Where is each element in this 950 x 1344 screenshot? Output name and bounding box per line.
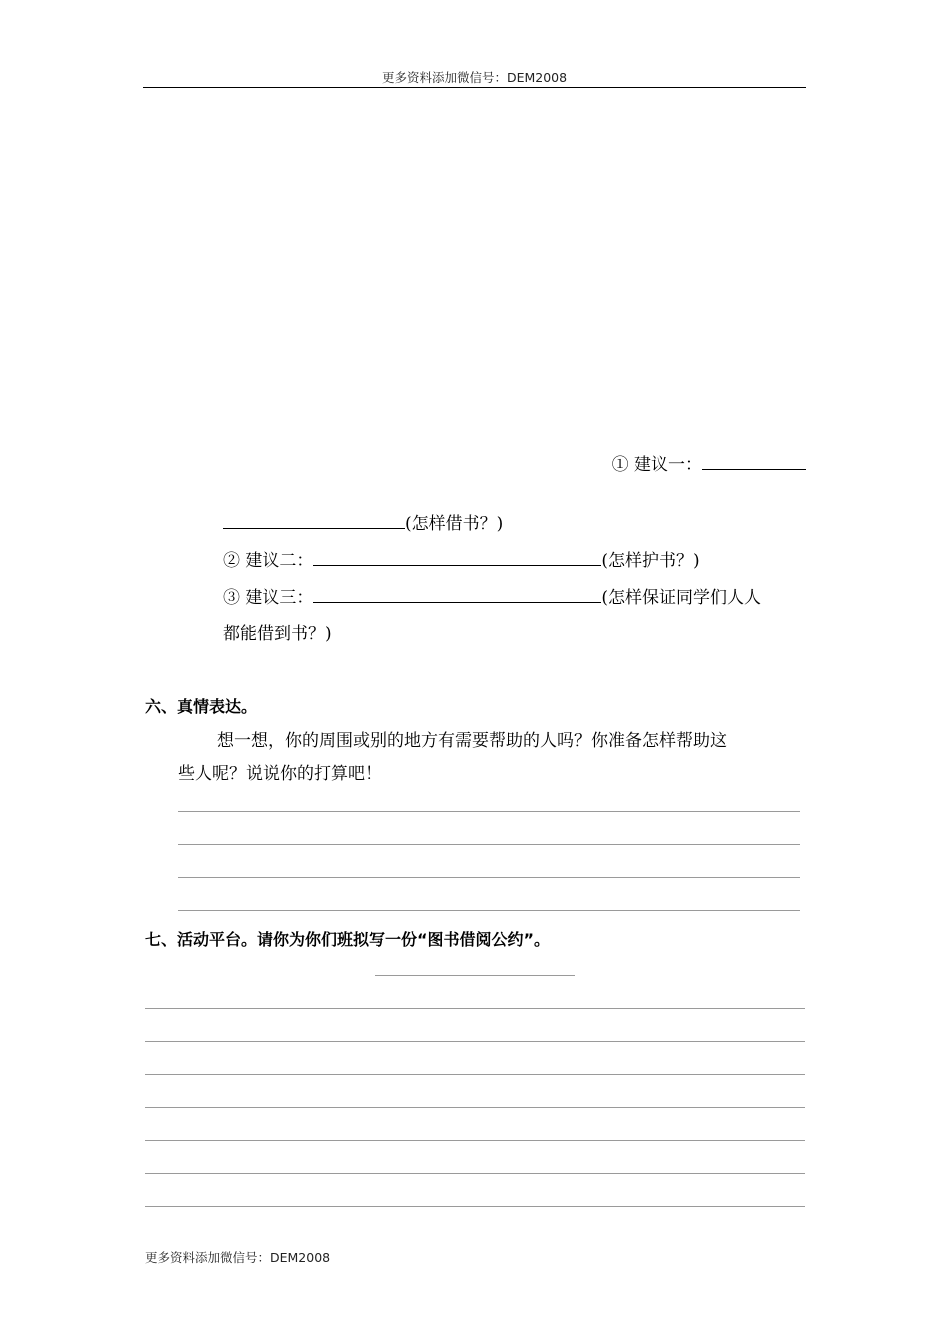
suggestion-1-continuation [223,511,503,536]
page-footer: 更多资料添加微信号：DEM2008 [145,1250,331,1265]
suggestion-2-label: ② 建议二： [223,551,314,571]
section-7-answer-line[interactable] [145,1107,805,1108]
section-7-title-line[interactable] [375,975,575,976]
section-7-answer-line[interactable] [145,1041,805,1042]
section-6-prompt-line-2: 些人呢？说说你的打算吧！ [178,764,382,784]
suggestion-1-line [612,452,806,477]
section-6-answer-line[interactable] [178,844,800,845]
suggestion-1-hint: (怎样借书？) [405,514,504,534]
suggestion-2-line [223,548,700,573]
suggestion-3-label: ③ 建议三： [223,588,314,608]
section-6-title: 六、真情表达。 [145,697,258,716]
section-7-answer-line[interactable] [145,1074,805,1075]
section-7-answer-line[interactable] [145,1008,805,1009]
suggestion-2-hint: (怎样护书？) [601,551,700,571]
suggestion-3-line [223,585,806,610]
section-7-answer-line[interactable] [145,1140,805,1141]
suggestion-1-label: ① 建议一： [611,455,702,475]
suggestion-1-blank[interactable] [702,452,806,470]
section-7-answer-line[interactable] [145,1206,805,1207]
suggestion-3-hint-continuation: 都能借到书？) [223,624,332,644]
suggestion-1-blank-cont[interactable] [223,511,405,529]
section-6-answer-line[interactable] [178,910,800,911]
suggestion-3-hint: (怎样保证同学们人人 [601,588,762,608]
section-7-answer-line[interactable] [145,1173,805,1174]
page-header: 更多资料添加微信号：DEM2008 [381,70,568,85]
suggestion-3-blank[interactable] [313,585,601,603]
suggestion-2-blank[interactable] [313,548,601,566]
section-6-answer-line[interactable] [178,811,800,812]
section-6-prompt-line-1: 想一想，你的周围或别的地方有需要帮助的人吗？你准备怎样帮助这 [217,731,727,751]
header-divider [143,87,806,88]
section-6-answer-line[interactable] [178,877,800,878]
section-7-title: 七、活动平台。请你为你们班拟写一份“图书借阅公约”。 [145,930,551,949]
